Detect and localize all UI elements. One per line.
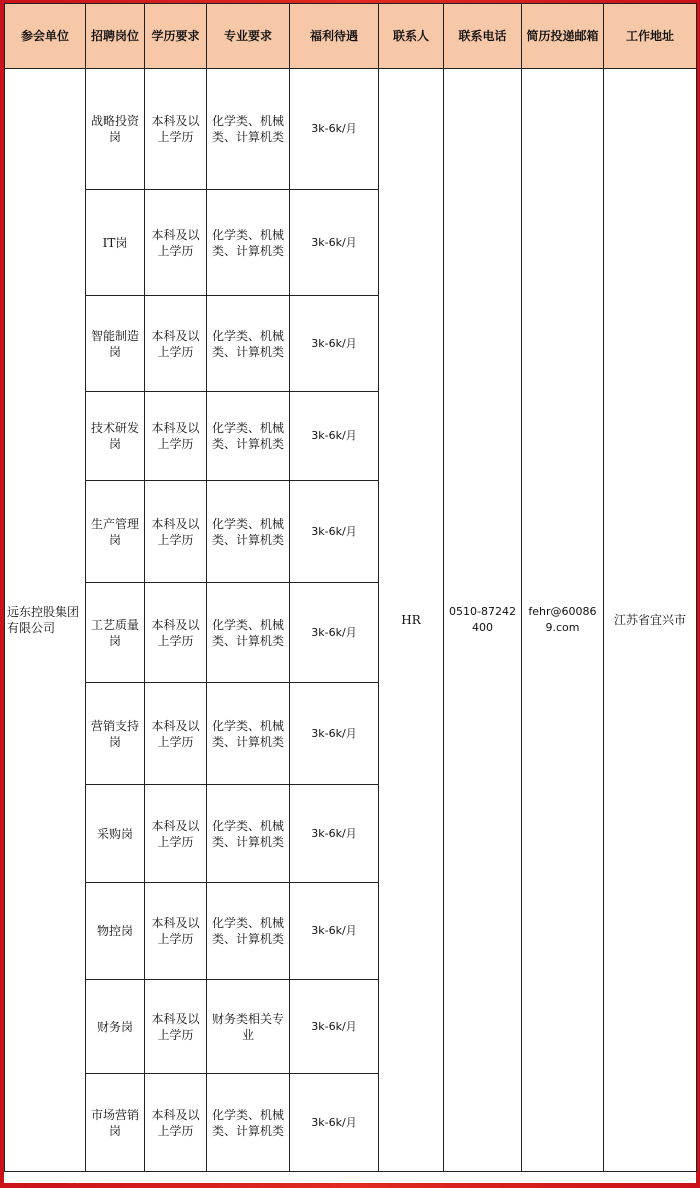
position-cell: 财务岗 bbox=[86, 980, 145, 1074]
major-cell: 财务类相关专业 bbox=[207, 980, 290, 1074]
header-contact: 联系人 bbox=[379, 4, 444, 69]
major-cell: 化学类、机械类、计算机类 bbox=[207, 583, 290, 683]
table-row bbox=[5, 69, 697, 190]
position-cell: 战略投资岗 bbox=[86, 69, 145, 190]
phone-cell: 0510-87242400 bbox=[444, 69, 522, 1172]
education-cell: 本科及以上学历 bbox=[145, 980, 207, 1074]
background-swirl-decoration bbox=[70, 1180, 78, 1188]
education-cell: 本科及以上学历 bbox=[145, 785, 207, 883]
email-cell: fehr@600869.com bbox=[522, 69, 604, 1172]
header-row bbox=[5, 4, 697, 69]
header-address: 工作地址 bbox=[604, 4, 697, 69]
education-cell: 本科及以上学历 bbox=[145, 883, 207, 980]
job-listing-sheet bbox=[4, 3, 696, 1183]
header-company: 参会单位 bbox=[5, 4, 86, 69]
education-cell: 本科及以上学历 bbox=[145, 481, 207, 583]
salary-cell: 3k-6k/月 bbox=[290, 583, 379, 683]
major-cell: 化学类、机械类、计算机类 bbox=[207, 392, 290, 481]
salary-cell: 3k-6k/月 bbox=[290, 392, 379, 481]
education-cell: 本科及以上学历 bbox=[145, 1074, 207, 1172]
education-cell: 本科及以上学历 bbox=[145, 392, 207, 481]
education-cell: 本科及以上学历 bbox=[145, 190, 207, 296]
major-cell: 化学类、机械类、计算机类 bbox=[207, 683, 290, 785]
position-cell: 技术研发岗 bbox=[86, 392, 145, 481]
salary-cell: 3k-6k/月 bbox=[290, 69, 379, 190]
position-cell: IT岗 bbox=[86, 190, 145, 296]
position-cell: 采购岗 bbox=[86, 785, 145, 883]
major-cell: 化学类、机械类、计算机类 bbox=[207, 69, 290, 190]
education-cell: 本科及以上学历 bbox=[145, 296, 207, 392]
salary-cell: 3k-6k/月 bbox=[290, 683, 379, 785]
recruitment-table bbox=[4, 3, 697, 1172]
salary-cell: 3k-6k/月 bbox=[290, 190, 379, 296]
major-cell: 化学类、机械类、计算机类 bbox=[207, 1074, 290, 1172]
position-cell: 生产管理岗 bbox=[86, 481, 145, 583]
salary-cell: 3k-6k/月 bbox=[290, 980, 379, 1074]
company-cell: 远东控股集团有限公司 bbox=[5, 69, 86, 1172]
major-cell: 化学类、机械类、计算机类 bbox=[207, 785, 290, 883]
header-education: 学历要求 bbox=[145, 4, 207, 69]
salary-cell: 3k-6k/月 bbox=[290, 1074, 379, 1172]
header-salary: 福利待遇 bbox=[290, 4, 379, 69]
education-cell: 本科及以上学历 bbox=[145, 583, 207, 683]
education-cell: 本科及以上学历 bbox=[145, 683, 207, 785]
major-cell: 化学类、机械类、计算机类 bbox=[207, 296, 290, 392]
address-cell: 江苏省宜兴市 bbox=[604, 69, 697, 1172]
major-cell: 化学类、机械类、计算机类 bbox=[207, 481, 290, 583]
position-cell: 物控岗 bbox=[86, 883, 145, 980]
salary-cell: 3k-6k/月 bbox=[290, 883, 379, 980]
contact-cell: HR bbox=[379, 69, 444, 1172]
position-cell: 市场营销岗 bbox=[86, 1074, 145, 1172]
header-major: 专业要求 bbox=[207, 4, 290, 69]
major-cell: 化学类、机械类、计算机类 bbox=[207, 883, 290, 980]
salary-cell: 3k-6k/月 bbox=[290, 785, 379, 883]
major-cell: 化学类、机械类、计算机类 bbox=[207, 190, 290, 296]
salary-cell: 3k-6k/月 bbox=[290, 296, 379, 392]
header-phone: 联系电话 bbox=[444, 4, 522, 69]
education-cell: 本科及以上学历 bbox=[145, 69, 207, 190]
header-position: 招聘岗位 bbox=[86, 4, 145, 69]
position-cell: 营销支持岗 bbox=[86, 683, 145, 785]
salary-cell: 3k-6k/月 bbox=[290, 481, 379, 583]
position-cell: 工艺质量岗 bbox=[86, 583, 145, 683]
position-cell: 智能制造岗 bbox=[86, 296, 145, 392]
header-email: 简历投递邮箱 bbox=[522, 4, 604, 69]
